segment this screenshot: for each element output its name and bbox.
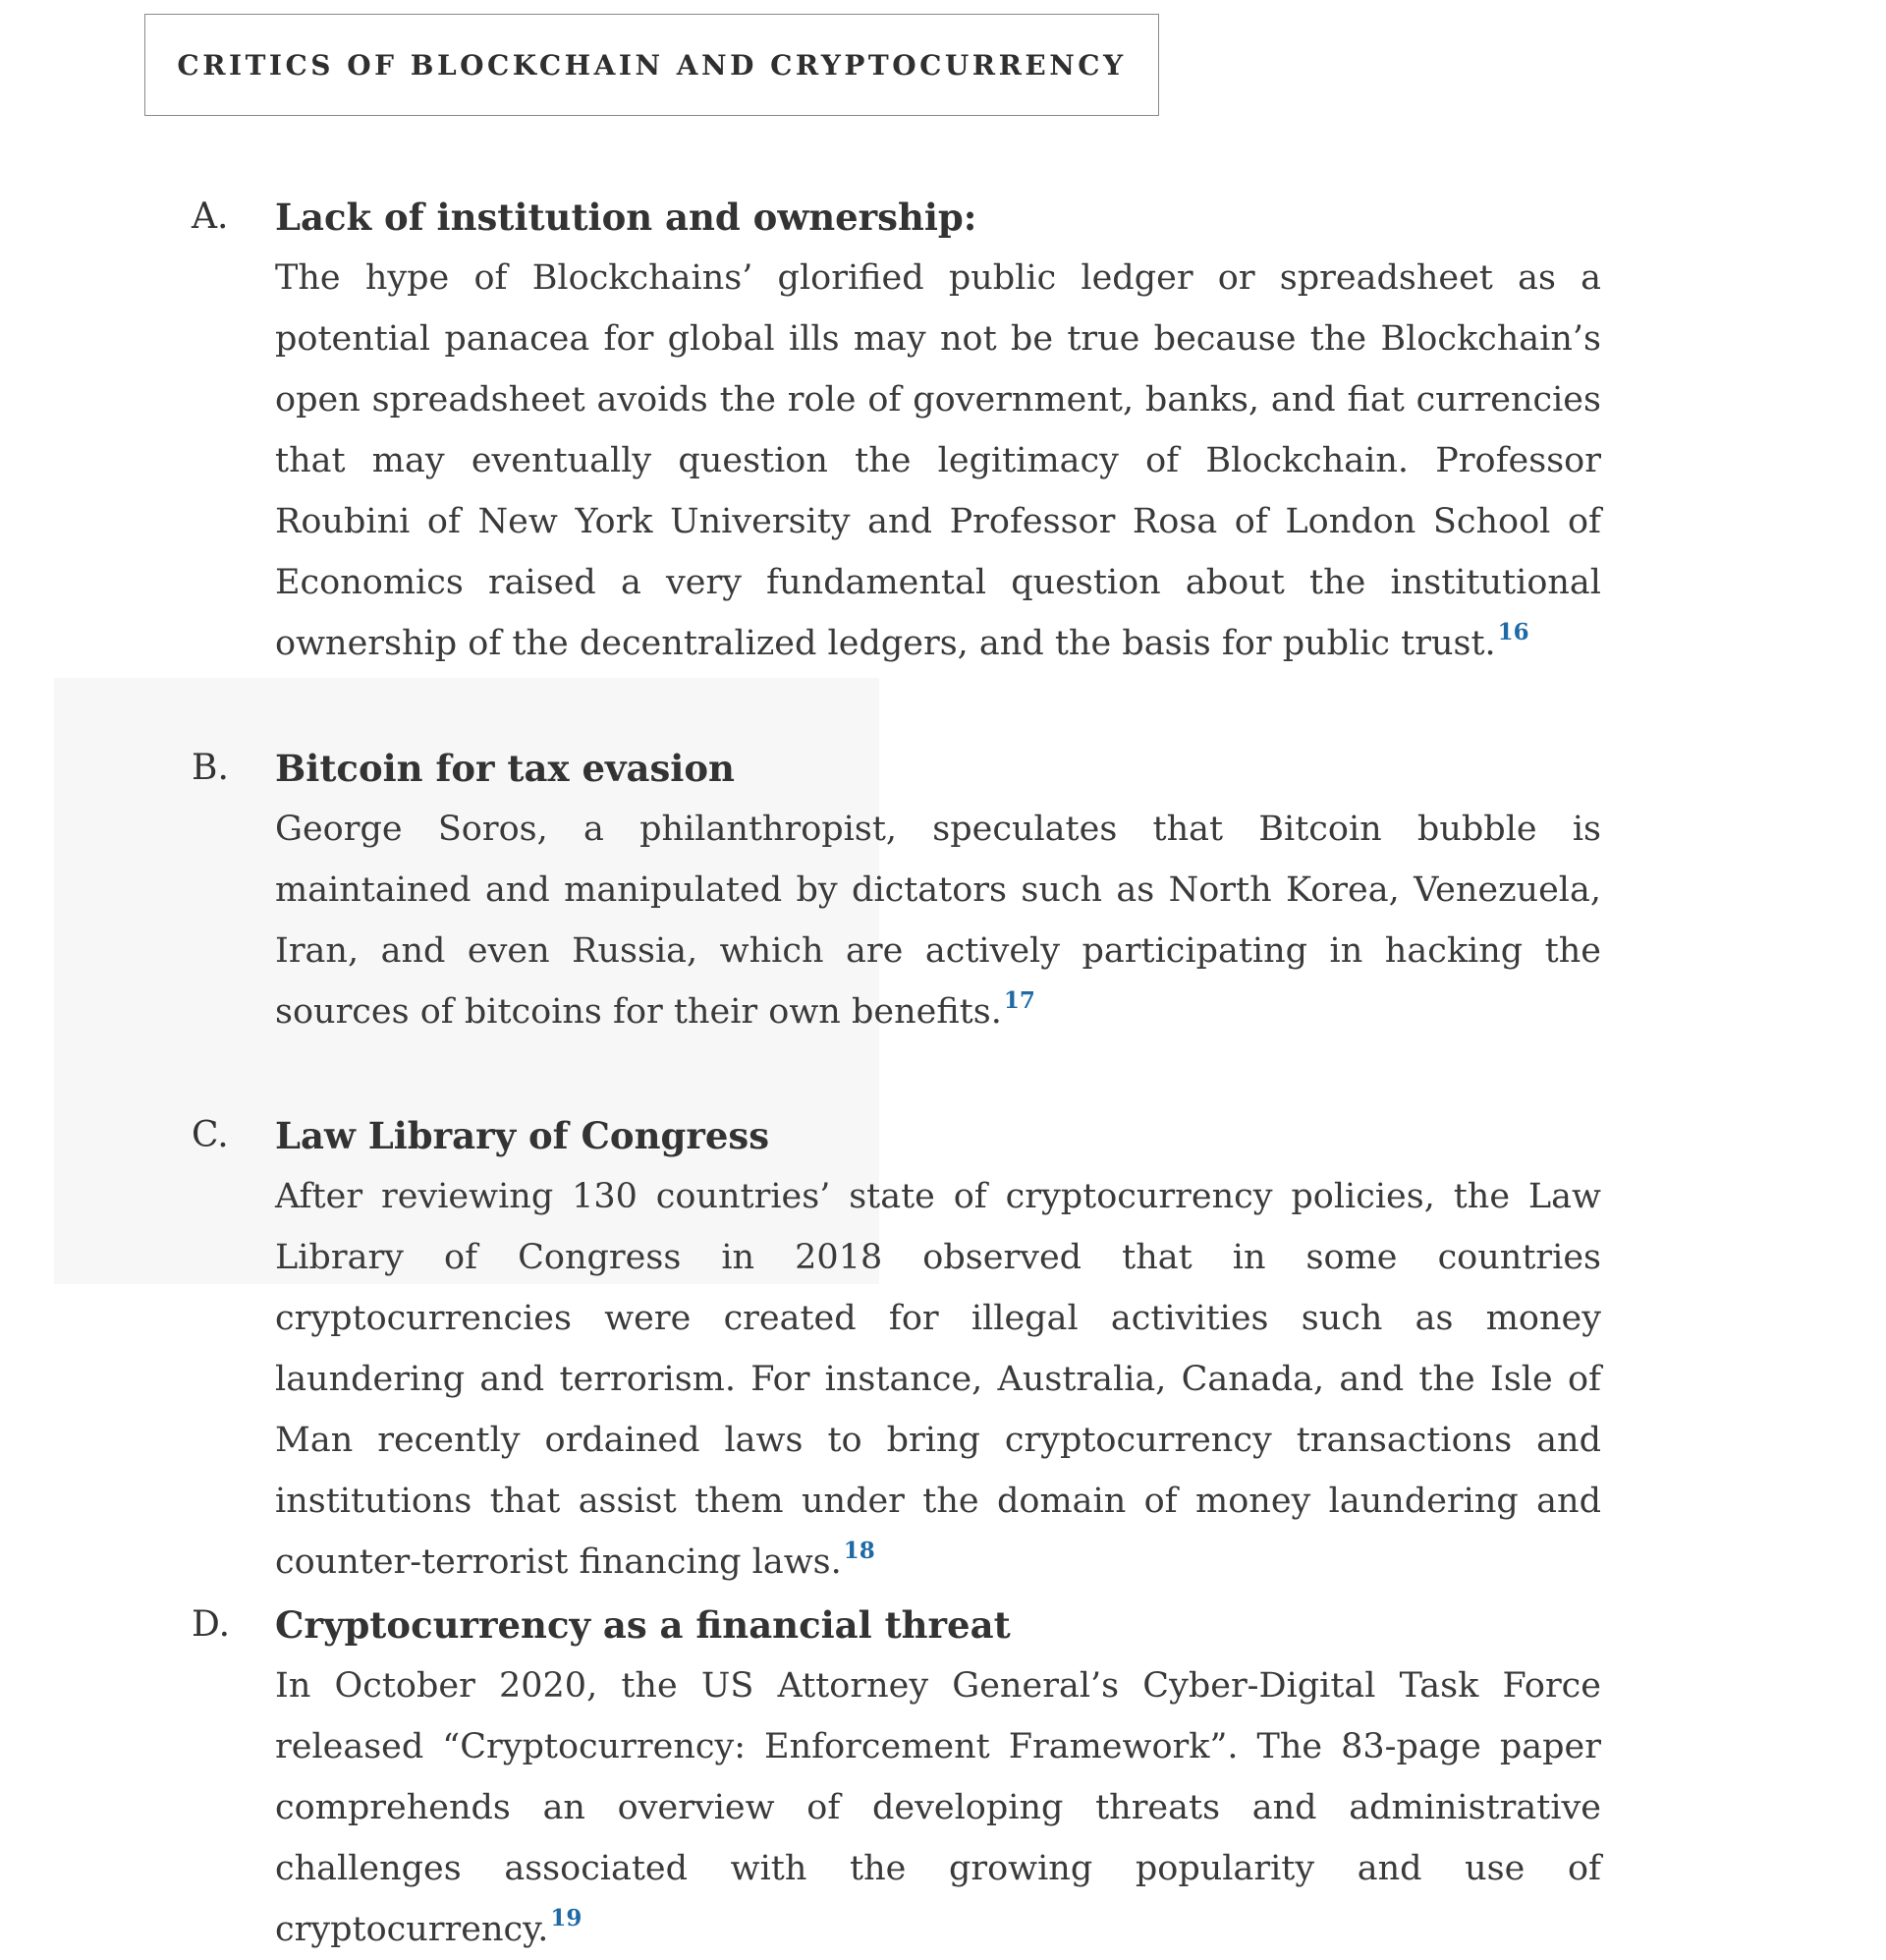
- footnote-link[interactable]: 18: [843, 1538, 875, 1564]
- section-title-box: [144, 14, 1159, 116]
- section-letter: A.: [192, 196, 229, 237]
- section-heading: Cryptocurrency as a financial threat: [275, 1603, 1011, 1647]
- section-body: [275, 799, 1601, 1042]
- section-text: George Soros, a philanthropist, speculates that Bitcoin bubble is maintained and manipulated by dictators such as North Korea, Venezuela, Iran, and even Russia, which are actively participating in hacking the sources of bitcoins for their own benefits.: [275, 810, 1601, 1032]
- section-heading: Law Library of Congress: [275, 1114, 770, 1157]
- section-body: [275, 1166, 1601, 1593]
- section-heading: Lack of institution and ownership:: [275, 196, 977, 239]
- section-letter: C.: [192, 1115, 229, 1155]
- section-body: [275, 248, 1601, 674]
- section-letter: D.: [192, 1604, 231, 1645]
- section-letter: B.: [192, 748, 229, 788]
- section-text: After reviewing 130 countries’ state of cryptocurrency policies, the Law Library of Congress in 2018 observed that in some countries cryptocurrencies were created for illegal activities such as money laundering and terrorism. For instance, Australia, Canada, and the Isle of Man recently ordained laws to bring cryptocurrency transactions and institutions that assist them under the domain of money laundering and counter-terrorist financing laws.: [275, 1177, 1601, 1582]
- section-body: [275, 1655, 1601, 1960]
- footnote-link[interactable]: 19: [550, 1905, 582, 1932]
- section-text: The hype of Blockchains’ glorified public ledger or spreadsheet as a potential panacea for global ills may not be true because the Blockchain’s open spreadsheet avoids the role of government, banks, and fiat currencies that may eventually question the legitimacy of Blockchain. Professor Roubini of New York University and Professor Rosa of London School of Economics raised a very fundamental question about the institutional ownership of the decentralized ledgers, and the basis for public trust.: [275, 258, 1601, 663]
- footnote-link[interactable]: 17: [1003, 987, 1035, 1014]
- footnote-link[interactable]: 16: [1497, 619, 1529, 645]
- section-heading: Bitcoin for tax evasion: [275, 747, 735, 790]
- section-text: In October 2020, the US Attorney General’s Cyber-Digital Task Force released “Cryptocurrency: Enforcement Framework”. The 83-page paper comprehends an overview of developing threats and administrative challenges associated with the growing popularity and use of cryptocurrency.: [275, 1666, 1601, 1949]
- section-title: CRITICS OF BLOCKCHAIN AND CRYPTOCURRENCY: [177, 48, 1127, 82]
